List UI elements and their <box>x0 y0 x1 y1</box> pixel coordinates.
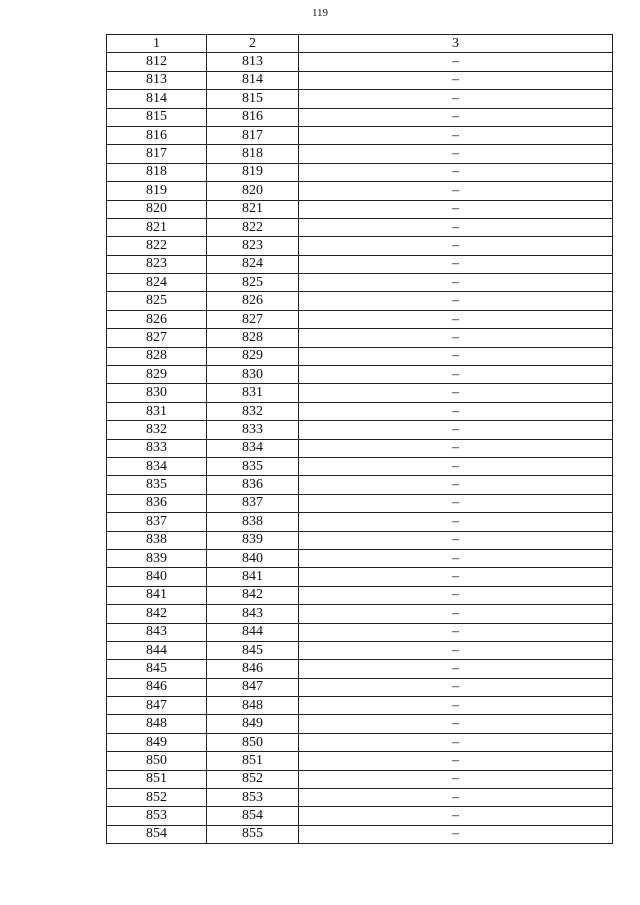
cell-col-3: – <box>299 494 613 512</box>
table-row <box>107 697 613 715</box>
cell-col-2: 849 <box>207 715 299 733</box>
cell-col-1: 813 <box>107 71 207 89</box>
table-row <box>107 200 613 218</box>
cell-col-3: – <box>299 715 613 733</box>
table-row <box>107 163 613 181</box>
table-row <box>107 770 613 788</box>
table-row <box>107 90 613 108</box>
cell-col-1: 839 <box>107 549 207 567</box>
table-row <box>107 807 613 825</box>
table-row <box>107 715 613 733</box>
cell-col-2: 832 <box>207 402 299 420</box>
table-row <box>107 586 613 604</box>
cell-col-3: – <box>299 182 613 200</box>
cell-col-3: – <box>299 825 613 843</box>
cell-col-3: – <box>299 108 613 126</box>
cell-col-2: 836 <box>207 476 299 494</box>
cell-col-2: 852 <box>207 770 299 788</box>
cell-col-3: – <box>299 752 613 770</box>
table-row <box>107 237 613 255</box>
cell-col-3: – <box>299 531 613 549</box>
table-row <box>107 531 613 549</box>
cell-col-3: – <box>299 733 613 751</box>
table-row <box>107 549 613 567</box>
cell-col-3: – <box>299 329 613 347</box>
table-row <box>107 218 613 236</box>
cell-col-2: 817 <box>207 126 299 144</box>
cell-col-2: 821 <box>207 200 299 218</box>
cell-col-1: 834 <box>107 457 207 475</box>
cell-col-3: – <box>299 71 613 89</box>
cell-col-3: – <box>299 53 613 71</box>
table-row <box>107 347 613 365</box>
table-row <box>107 789 613 807</box>
cell-col-1: 815 <box>107 108 207 126</box>
cell-col-1: 827 <box>107 329 207 347</box>
cell-col-2: 845 <box>207 641 299 659</box>
cell-col-2: 851 <box>207 752 299 770</box>
table-row <box>107 126 613 144</box>
table-row <box>107 310 613 328</box>
cell-col-1: 824 <box>107 274 207 292</box>
cell-col-3: – <box>299 641 613 659</box>
table-row <box>107 402 613 420</box>
cell-col-2: 848 <box>207 697 299 715</box>
cell-col-1: 852 <box>107 789 207 807</box>
cell-col-2: 822 <box>207 218 299 236</box>
cell-col-2: 825 <box>207 274 299 292</box>
column-header-1: 1 <box>107 35 207 53</box>
cell-col-2: 818 <box>207 145 299 163</box>
cell-col-3: – <box>299 292 613 310</box>
cell-col-1: 850 <box>107 752 207 770</box>
cell-col-2: 827 <box>207 310 299 328</box>
table-row <box>107 292 613 310</box>
cell-col-1: 846 <box>107 678 207 696</box>
cell-col-2: 847 <box>207 678 299 696</box>
table-row <box>107 494 613 512</box>
table-row <box>107 752 613 770</box>
table-row <box>107 255 613 273</box>
cell-col-1: 829 <box>107 366 207 384</box>
cell-col-2: 829 <box>207 347 299 365</box>
cell-col-1: 835 <box>107 476 207 494</box>
cell-col-3: – <box>299 568 613 586</box>
column-header-2: 2 <box>207 35 299 53</box>
cell-col-1: 832 <box>107 421 207 439</box>
table-row <box>107 145 613 163</box>
cell-col-1: 836 <box>107 494 207 512</box>
cell-col-3: – <box>299 402 613 420</box>
cell-col-2: 855 <box>207 825 299 843</box>
data-table <box>106 34 613 844</box>
cell-col-1: 818 <box>107 163 207 181</box>
table-row <box>107 182 613 200</box>
cell-col-3: – <box>299 366 613 384</box>
table-row <box>107 678 613 696</box>
cell-col-3: – <box>299 90 613 108</box>
cell-col-2: 854 <box>207 807 299 825</box>
cell-col-1: 843 <box>107 623 207 641</box>
cell-col-2: 815 <box>207 90 299 108</box>
cell-col-3: – <box>299 623 613 641</box>
cell-col-3: – <box>299 255 613 273</box>
cell-col-2: 839 <box>207 531 299 549</box>
cell-col-1: 847 <box>107 697 207 715</box>
cell-col-3: – <box>299 586 613 604</box>
table-row <box>107 421 613 439</box>
table-body <box>107 53 613 844</box>
table-row <box>107 384 613 402</box>
table-row <box>107 733 613 751</box>
cell-col-1: 814 <box>107 90 207 108</box>
table-row <box>107 825 613 843</box>
cell-col-1: 830 <box>107 384 207 402</box>
cell-col-3: – <box>299 310 613 328</box>
cell-col-1: 840 <box>107 568 207 586</box>
cell-col-3: – <box>299 421 613 439</box>
cell-col-1: 812 <box>107 53 207 71</box>
table-row <box>107 476 613 494</box>
cell-col-2: 813 <box>207 53 299 71</box>
cell-col-1: 817 <box>107 145 207 163</box>
cell-col-2: 826 <box>207 292 299 310</box>
table-row <box>107 53 613 71</box>
cell-col-2: 838 <box>207 513 299 531</box>
cell-col-1: 848 <box>107 715 207 733</box>
cell-col-2: 816 <box>207 108 299 126</box>
cell-col-3: – <box>299 770 613 788</box>
cell-col-3: – <box>299 439 613 457</box>
table-row <box>107 71 613 89</box>
cell-col-2: 830 <box>207 366 299 384</box>
table-row <box>107 605 613 623</box>
cell-col-3: – <box>299 549 613 567</box>
cell-col-3: – <box>299 145 613 163</box>
cell-col-2: 850 <box>207 733 299 751</box>
cell-col-1: 819 <box>107 182 207 200</box>
column-header-3: 3 <box>299 35 613 53</box>
cell-col-1: 820 <box>107 200 207 218</box>
cell-col-1: 853 <box>107 807 207 825</box>
table-row <box>107 274 613 292</box>
cell-col-3: – <box>299 789 613 807</box>
cell-col-2: 846 <box>207 660 299 678</box>
cell-col-1: 837 <box>107 513 207 531</box>
cell-col-3: – <box>299 605 613 623</box>
table-row <box>107 366 613 384</box>
cell-col-2: 833 <box>207 421 299 439</box>
cell-col-2: 842 <box>207 586 299 604</box>
cell-col-1: 828 <box>107 347 207 365</box>
cell-col-3: – <box>299 274 613 292</box>
cell-col-3: – <box>299 200 613 218</box>
cell-col-1: 833 <box>107 439 207 457</box>
cell-col-3: – <box>299 347 613 365</box>
cell-col-2: 824 <box>207 255 299 273</box>
cell-col-1: 821 <box>107 218 207 236</box>
cell-col-3: – <box>299 807 613 825</box>
table-row <box>107 641 613 659</box>
cell-col-1: 851 <box>107 770 207 788</box>
cell-col-3: – <box>299 697 613 715</box>
cell-col-1: 831 <box>107 402 207 420</box>
cell-col-3: – <box>299 237 613 255</box>
cell-col-2: 834 <box>207 439 299 457</box>
cell-col-2: 853 <box>207 789 299 807</box>
cell-col-1: 816 <box>107 126 207 144</box>
cell-col-2: 841 <box>207 568 299 586</box>
page-number: 119 <box>311 7 329 19</box>
cell-col-2: 823 <box>207 237 299 255</box>
cell-col-2: 819 <box>207 163 299 181</box>
table-row <box>107 660 613 678</box>
cell-col-1: 826 <box>107 310 207 328</box>
cell-col-1: 841 <box>107 586 207 604</box>
cell-col-3: – <box>299 513 613 531</box>
table-row <box>107 108 613 126</box>
cell-col-1: 823 <box>107 255 207 273</box>
cell-col-1: 822 <box>107 237 207 255</box>
cell-col-3: – <box>299 678 613 696</box>
cell-col-1: 844 <box>107 641 207 659</box>
cell-col-1: 825 <box>107 292 207 310</box>
table-row <box>107 329 613 347</box>
cell-col-2: 814 <box>207 71 299 89</box>
cell-col-3: – <box>299 384 613 402</box>
table-row <box>107 513 613 531</box>
cell-col-1: 842 <box>107 605 207 623</box>
cell-col-3: – <box>299 126 613 144</box>
cell-col-3: – <box>299 163 613 181</box>
cell-col-2: 837 <box>207 494 299 512</box>
cell-col-1: 845 <box>107 660 207 678</box>
cell-col-1: 849 <box>107 733 207 751</box>
cell-col-2: 831 <box>207 384 299 402</box>
cell-col-3: – <box>299 218 613 236</box>
table-header-row <box>107 35 613 53</box>
cell-col-1: 838 <box>107 531 207 549</box>
cell-col-1: 854 <box>107 825 207 843</box>
cell-col-2: 835 <box>207 457 299 475</box>
cell-col-2: 843 <box>207 605 299 623</box>
table-row <box>107 568 613 586</box>
table-row <box>107 623 613 641</box>
table-row <box>107 439 613 457</box>
cell-col-3: – <box>299 660 613 678</box>
cell-col-2: 828 <box>207 329 299 347</box>
cell-col-3: – <box>299 476 613 494</box>
cell-col-2: 844 <box>207 623 299 641</box>
cell-col-3: – <box>299 457 613 475</box>
cell-col-2: 840 <box>207 549 299 567</box>
table-row <box>107 457 613 475</box>
cell-col-2: 820 <box>207 182 299 200</box>
